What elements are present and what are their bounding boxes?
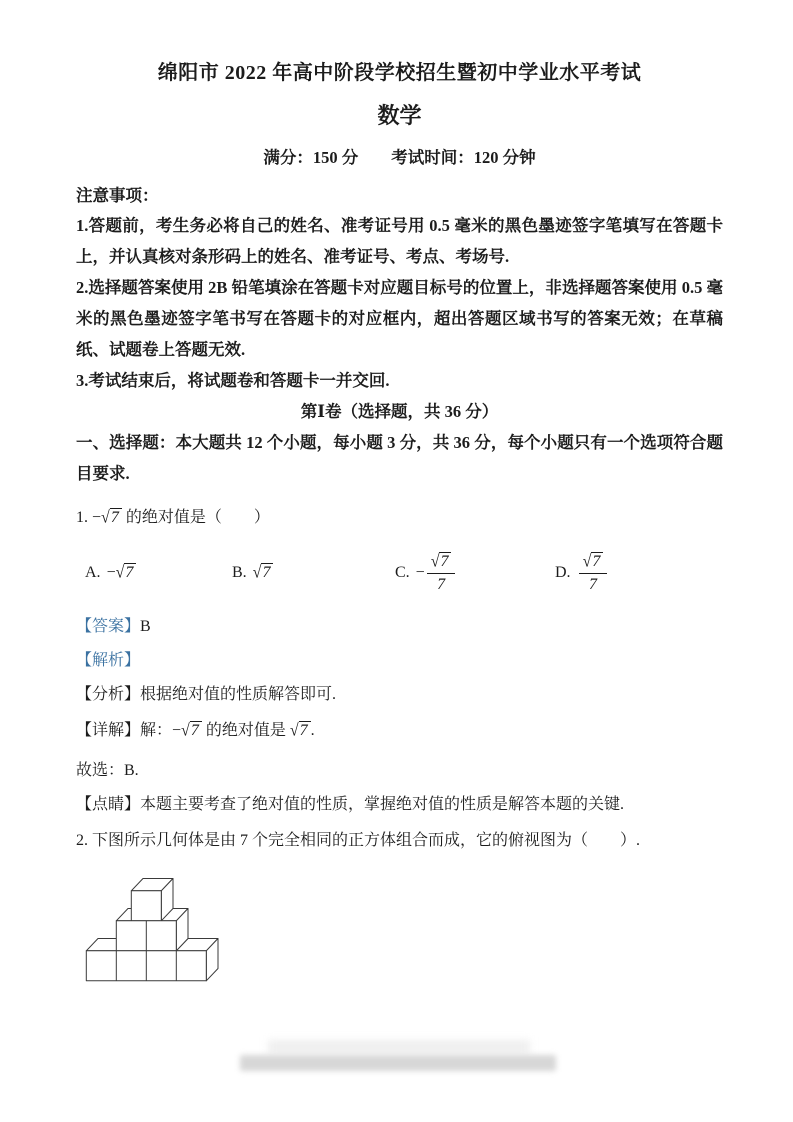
radical-sign: √ [289, 721, 299, 740]
option-B-label: B. [232, 564, 247, 581]
conclusion-line: 故选：B. [76, 762, 139, 779]
section-1-instruction: 一、选择题：本大题共 12 个小题，每小题 3 分，共 36 分，每个小题只有一个选项符合题目要求. [76, 433, 723, 483]
neg-sqrt7-expression: −√7 [92, 509, 122, 526]
comment-line: 【点睛】本题主要考查了绝对值的性质，掌握绝对值的性质是解答本题的关键. [76, 796, 625, 813]
notice-heading: 注意事项： [76, 186, 159, 205]
option-D-value: $\frac{√7}{7}$ [577, 552, 608, 595]
option-B-value: √7 [253, 564, 274, 582]
cube-stack-drawing [78, 872, 230, 988]
option-D-label: D. [555, 564, 571, 581]
question-2-stem: 2. 下图所示几何体是由 7 个完全相同的正方体组合而成，它的俯视图为（ ）. [76, 832, 641, 849]
question-1-stem: 1. −√7 的绝对值是（ ） [76, 505, 723, 531]
notice-item-1: 1.答题前，考生务必将自己的姓名、准考证号用 0.5 毫米的黑色墨迹签字笔填写在答题卡上，并认真核对条形码上的姓名、准考证号、考点、考场号. [76, 216, 723, 266]
sqrt7-expression: √7 [290, 722, 311, 739]
option-A [85, 564, 232, 582]
option-C [395, 552, 555, 595]
option-C-value: − $\frac{√7}{7}$ [416, 552, 456, 595]
radical-sign: √ [430, 551, 440, 571]
page-title: 绵阳市 2022 年高中阶段学校招生暨初中学业水平考试 [157, 62, 642, 84]
answer-label: 【答案】 [76, 618, 141, 635]
option-C-label: C. [395, 564, 410, 581]
option-B [232, 564, 395, 582]
detail-line: 【详解】解：−√7 的绝对值是 √7 . [76, 720, 723, 741]
radical-sign: √ [582, 551, 592, 571]
score-time-line: 满分：150 分 考试时间：120 分钟 [263, 148, 536, 167]
analysis-label-line [76, 650, 723, 671]
section-1-title: 第Ⅰ卷（选择题，共 36 分） [300, 402, 499, 421]
cube-stack-figure [78, 872, 723, 993]
neg-sqrt7-expression: −√7 [172, 722, 202, 739]
option-A-value: −√7 [107, 564, 137, 582]
radical-sign: √ [181, 721, 190, 740]
answer-line [76, 616, 723, 637]
notice-item-2: 2.选择题答案使用 2B 铅笔填涂在答题卡对应题目标号的位置上，非选择题答案使用 0.5 毫米的黑色墨迹签字笔书写在答题卡的对应框内，超出答题区域书写的答案无效；在草稿纸、试题卷上答题无效. [76, 278, 723, 359]
radical-sign: √ [101, 508, 110, 527]
subject-title: 数学 [377, 103, 422, 128]
analysis-label: 【解析】 [76, 652, 141, 669]
option-A-label: A. [85, 564, 101, 581]
faded-watermark-bar [240, 1055, 556, 1071]
radical-sign: √ [252, 563, 262, 582]
radical-sign: √ [115, 563, 125, 582]
faded-watermark-smear [268, 1040, 530, 1054]
question-1-number: 1. [76, 509, 92, 526]
option-D [555, 552, 607, 595]
answer-value: B [140, 618, 151, 635]
fenxi-line: 【分析】根据绝对值的性质解答即可. [76, 686, 337, 703]
question-1-options [76, 547, 723, 599]
notice-item-3: 3.考试结束后，将试题卷和答题卡一并交回. [76, 371, 390, 390]
